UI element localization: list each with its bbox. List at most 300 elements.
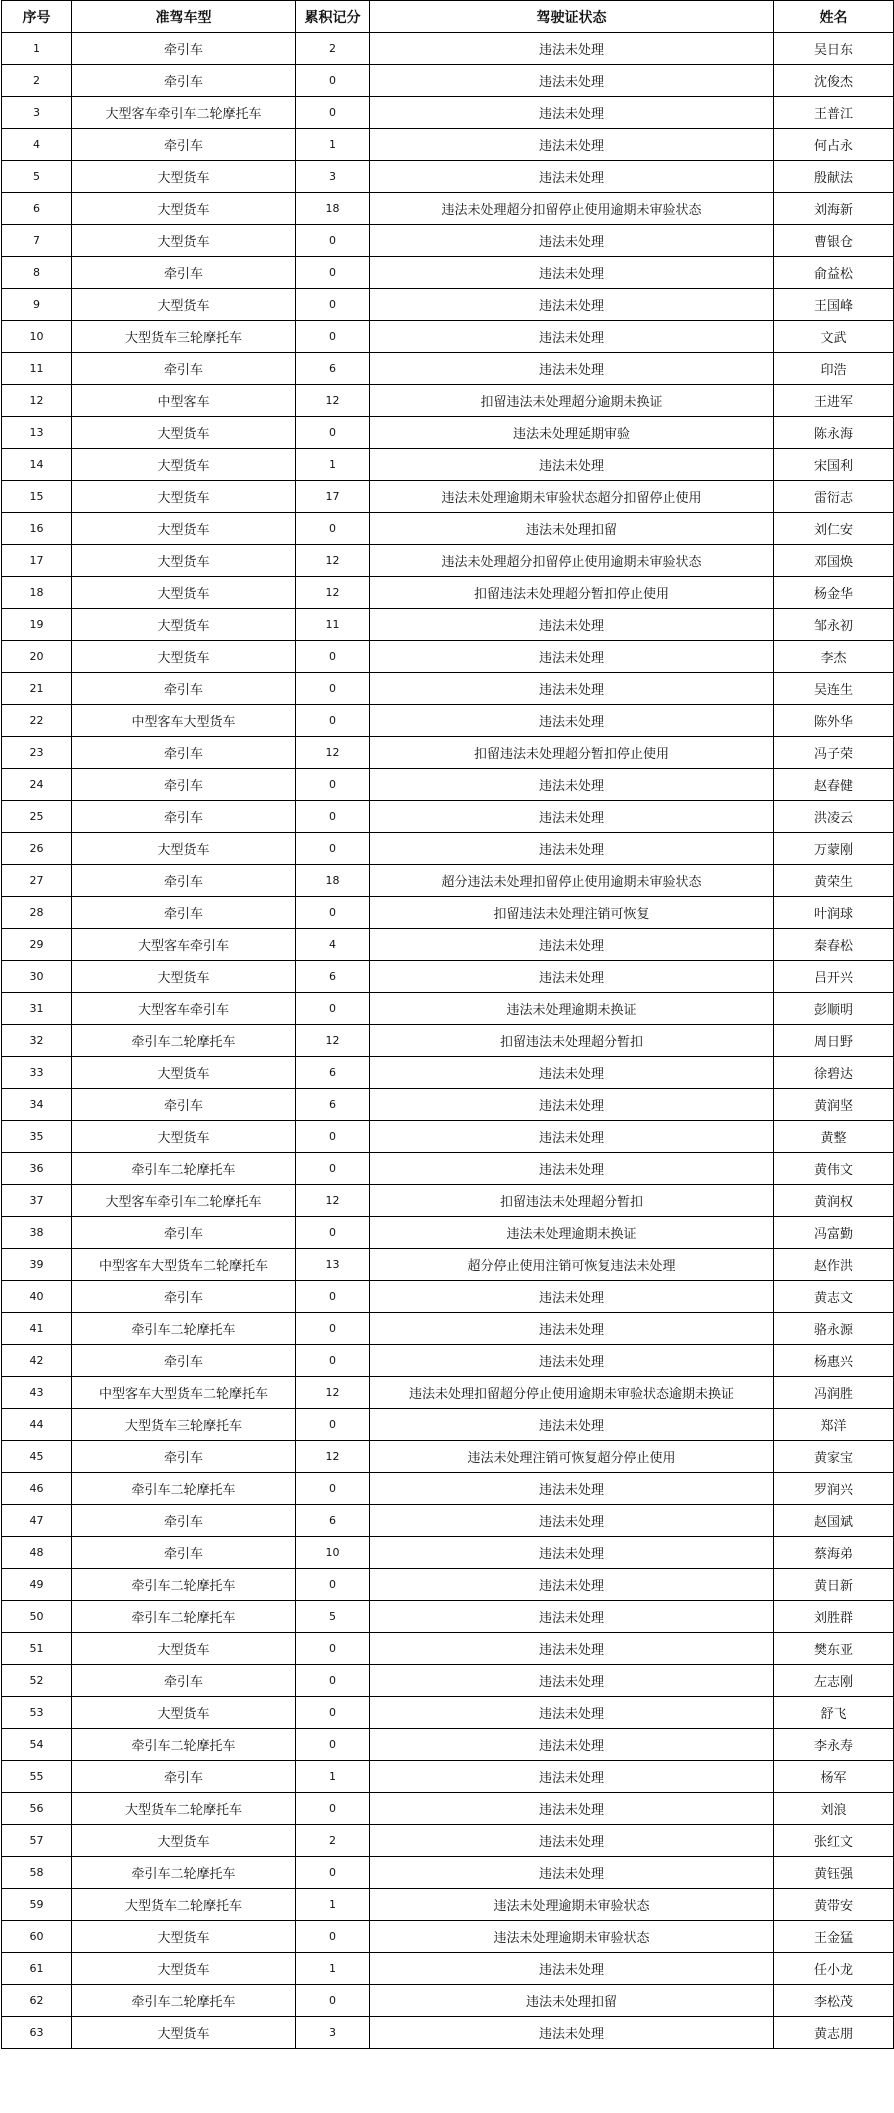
table-row [2,161,894,193]
cell-index: 36 [2,1153,72,1185]
cell-name: 何占永 [774,129,894,161]
cell-points: 0 [296,1633,370,1665]
cell-license-status: 超分违法未处理扣留停止使用逾期未审验状态 [370,865,774,897]
cell-license-status: 违法未处理 [370,609,774,641]
cell-points: 6 [296,961,370,993]
cell-name: 赵春健 [774,769,894,801]
table-row [2,1697,894,1729]
cell-name: 宋国利 [774,449,894,481]
cell-index: 25 [2,801,72,833]
cell-points: 0 [296,1473,370,1505]
cell-vehicle-type: 大型客车牵引车二轮摩托车 [72,1185,296,1217]
table-row [2,1857,894,1889]
cell-name: 刘胜群 [774,1601,894,1633]
cell-vehicle-type: 牵引车二轮摩托车 [72,1473,296,1505]
cell-license-status: 违法未处理逾期未审验状态超分扣留停止使用 [370,481,774,513]
cell-vehicle-type: 牵引车 [72,737,296,769]
cell-license-status: 扣留违法未处理超分暂扣 [370,1185,774,1217]
cell-license-status: 违法未处理延期审验 [370,417,774,449]
cell-vehicle-type: 中型客车 [72,385,296,417]
cell-index: 39 [2,1249,72,1281]
table-row [2,1793,894,1825]
cell-name: 曹银仓 [774,225,894,257]
cell-name: 任小龙 [774,1953,894,1985]
cell-index: 27 [2,865,72,897]
cell-index: 56 [2,1793,72,1825]
table-row [2,449,894,481]
cell-name: 樊东亚 [774,1633,894,1665]
cell-name: 徐碧达 [774,1057,894,1089]
cell-vehicle-type: 大型货车 [72,417,296,449]
cell-license-status: 违法未处理 [370,225,774,257]
cell-points: 12 [296,545,370,577]
cell-index: 63 [2,2017,72,2049]
cell-points: 5 [296,1601,370,1633]
cell-index: 54 [2,1729,72,1761]
cell-points: 0 [296,513,370,545]
table-row [2,1441,894,1473]
cell-index: 13 [2,417,72,449]
cell-license-status: 违法未处理 [370,1313,774,1345]
table-row [2,1953,894,1985]
cell-index: 52 [2,1665,72,1697]
table-row [2,1345,894,1377]
table-row [2,1729,894,1761]
cell-license-status: 违法未处理 [370,1601,774,1633]
cell-points: 0 [296,705,370,737]
cell-vehicle-type: 牵引车 [72,673,296,705]
table-row [2,1185,894,1217]
cell-name: 张红文 [774,1825,894,1857]
cell-index: 60 [2,1921,72,1953]
cell-license-status: 违法未处理超分扣留停止使用逾期未审验状态 [370,545,774,577]
table-row [2,801,894,833]
cell-name: 黄带安 [774,1889,894,1921]
cell-name: 王进军 [774,385,894,417]
cell-vehicle-type: 牵引车 [72,865,296,897]
cell-index: 61 [2,1953,72,1985]
cell-points: 2 [296,33,370,65]
table-row [2,1217,894,1249]
cell-points: 0 [296,993,370,1025]
cell-license-status: 违法未处理 [370,1953,774,1985]
cell-license-status: 扣留违法未处理注销可恢复 [370,897,774,929]
cell-license-status: 违法未处理 [370,1697,774,1729]
table-row [2,129,894,161]
cell-license-status: 违法未处理逾期未审验状态 [370,1889,774,1921]
cell-license-status: 违法未处理扣留超分停止使用逾期未审验状态逾期未换证 [370,1377,774,1409]
cell-index: 4 [2,129,72,161]
table-row [2,897,894,929]
cell-license-status: 违法未处理 [370,1761,774,1793]
cell-license-status: 违法未处理 [370,1633,774,1665]
table-row [2,1505,894,1537]
header-name: 姓名 [774,1,894,33]
cell-points: 0 [296,673,370,705]
cell-name: 李永寿 [774,1729,894,1761]
cell-name: 文武 [774,321,894,353]
cell-vehicle-type: 牵引车二轮摩托车 [72,1601,296,1633]
cell-vehicle-type: 牵引车二轮摩托车 [72,1569,296,1601]
cell-index: 34 [2,1089,72,1121]
cell-points: 13 [296,1249,370,1281]
cell-license-status: 违法未处理 [370,1665,774,1697]
cell-index: 15 [2,481,72,513]
cell-index: 41 [2,1313,72,1345]
cell-license-status: 违法未处理 [370,1825,774,1857]
cell-index: 21 [2,673,72,705]
cell-vehicle-type: 大型货车 [72,2017,296,2049]
cell-name: 黄润权 [774,1185,894,1217]
cell-index: 48 [2,1537,72,1569]
table-row [2,1889,894,1921]
cell-license-status: 违法未处理 [370,641,774,673]
cell-vehicle-type: 牵引车 [72,769,296,801]
cell-license-status: 违法未处理 [370,833,774,865]
table-row [2,257,894,289]
cell-index: 23 [2,737,72,769]
cell-license-status: 违法未处理 [370,65,774,97]
cell-vehicle-type: 大型货车 [72,225,296,257]
cell-name: 王金猛 [774,1921,894,1953]
cell-license-status: 违法未处理 [370,257,774,289]
cell-vehicle-type: 牵引车 [72,801,296,833]
cell-vehicle-type: 牵引车 [72,1217,296,1249]
cell-name: 陈外华 [774,705,894,737]
cell-vehicle-type: 大型货车 [72,449,296,481]
cell-name: 沈俊杰 [774,65,894,97]
table-row [2,1921,894,1953]
cell-name: 黄伟文 [774,1153,894,1185]
header-row [2,1,894,33]
table-row [2,193,894,225]
cell-name: 陈永海 [774,417,894,449]
cell-name: 邓国焕 [774,545,894,577]
cell-index: 58 [2,1857,72,1889]
cell-license-status: 违法未处理 [370,1569,774,1601]
cell-vehicle-type: 大型货车 [72,609,296,641]
cell-index: 1 [2,33,72,65]
cell-index: 28 [2,897,72,929]
table-row [2,1153,894,1185]
cell-license-status: 违法未处理逾期未审验状态 [370,1921,774,1953]
cell-name: 冯润胜 [774,1377,894,1409]
cell-points: 0 [296,1281,370,1313]
cell-name: 杨军 [774,1761,894,1793]
table-row [2,577,894,609]
table-row [2,1633,894,1665]
cell-points: 3 [296,2017,370,2049]
cell-index: 6 [2,193,72,225]
cell-index: 26 [2,833,72,865]
table-row [2,1473,894,1505]
cell-vehicle-type: 牵引车 [72,1537,296,1569]
cell-index: 18 [2,577,72,609]
cell-license-status: 违法未处理 [370,321,774,353]
cell-points: 0 [296,801,370,833]
cell-points: 12 [296,737,370,769]
table-row [2,33,894,65]
cell-vehicle-type: 大型货车 [72,161,296,193]
cell-vehicle-type: 大型货车 [72,1921,296,1953]
cell-points: 6 [296,1505,370,1537]
cell-index: 44 [2,1409,72,1441]
cell-points: 0 [296,225,370,257]
cell-license-status: 违法未处理逾期未换证 [370,1217,774,1249]
cell-vehicle-type: 牵引车二轮摩托车 [72,1857,296,1889]
cell-points: 6 [296,1089,370,1121]
table-row [2,1025,894,1057]
cell-points: 1 [296,449,370,481]
cell-name: 叶润球 [774,897,894,929]
table-row [2,1665,894,1697]
cell-index: 57 [2,1825,72,1857]
cell-name: 李松茂 [774,1985,894,2017]
table-row [2,353,894,385]
cell-points: 1 [296,129,370,161]
cell-license-status: 违法未处理 [370,673,774,705]
cell-license-status: 违法未处理 [370,1409,774,1441]
cell-points: 0 [296,321,370,353]
cell-name: 黄荣生 [774,865,894,897]
cell-index: 30 [2,961,72,993]
cell-license-status: 违法未处理 [370,289,774,321]
cell-points: 0 [296,1345,370,1377]
cell-points: 4 [296,929,370,961]
cell-vehicle-type: 大型货车 [72,513,296,545]
cell-index: 53 [2,1697,72,1729]
table-row [2,97,894,129]
cell-license-status: 违法未处理注销可恢复超分停止使用 [370,1441,774,1473]
cell-name: 黄日新 [774,1569,894,1601]
cell-index: 35 [2,1121,72,1153]
cell-index: 49 [2,1569,72,1601]
cell-name: 赵国斌 [774,1505,894,1537]
table-row [2,321,894,353]
cell-name: 刘浪 [774,1793,894,1825]
cell-vehicle-type: 大型客车牵引车 [72,929,296,961]
cell-vehicle-type: 大型货车 [72,545,296,577]
cell-license-status: 违法未处理 [370,1505,774,1537]
cell-vehicle-type: 牵引车 [72,1089,296,1121]
cell-name: 赵作洪 [774,1249,894,1281]
header-index: 序号 [2,1,72,33]
cell-points: 18 [296,865,370,897]
cell-vehicle-type: 大型货车 [72,1121,296,1153]
cell-name: 王国峰 [774,289,894,321]
cell-index: 19 [2,609,72,641]
cell-name: 吕开兴 [774,961,894,993]
cell-points: 12 [296,1377,370,1409]
cell-index: 46 [2,1473,72,1505]
cell-name: 蔡海弟 [774,1537,894,1569]
cell-index: 14 [2,449,72,481]
cell-index: 20 [2,641,72,673]
cell-license-status: 违法未处理 [370,705,774,737]
table-row [2,225,894,257]
cell-license-status: 违法未处理扣留 [370,513,774,545]
table-row [2,1089,894,1121]
cell-name: 黄润坚 [774,1089,894,1121]
cell-name: 杨惠兴 [774,1345,894,1377]
cell-points: 0 [296,289,370,321]
cell-vehicle-type: 牵引车二轮摩托车 [72,1025,296,1057]
cell-points: 0 [296,1793,370,1825]
table-row [2,993,894,1025]
cell-name: 骆永源 [774,1313,894,1345]
cell-index: 42 [2,1345,72,1377]
cell-vehicle-type: 大型货车 [72,289,296,321]
table-row [2,961,894,993]
cell-index: 12 [2,385,72,417]
cell-vehicle-type: 大型货车 [72,481,296,513]
cell-index: 31 [2,993,72,1025]
cell-index: 62 [2,1985,72,2017]
cell-index: 37 [2,1185,72,1217]
cell-license-status: 违法未处理扣留 [370,1985,774,2017]
table-row [2,1761,894,1793]
table-row [2,1281,894,1313]
cell-name: 印浩 [774,353,894,385]
cell-index: 17 [2,545,72,577]
cell-license-status: 扣留违法未处理超分暂扣停止使用 [370,737,774,769]
table-row [2,65,894,97]
cell-vehicle-type: 大型客车牵引车二轮摩托车 [72,97,296,129]
table-row [2,673,894,705]
cell-vehicle-type: 大型货车二轮摩托车 [72,1793,296,1825]
cell-index: 5 [2,161,72,193]
cell-points: 6 [296,1057,370,1089]
cell-index: 32 [2,1025,72,1057]
cell-index: 50 [2,1601,72,1633]
cell-vehicle-type: 大型货车 [72,833,296,865]
cell-points: 18 [296,193,370,225]
cell-index: 16 [2,513,72,545]
table-row [2,769,894,801]
cell-points: 0 [296,1985,370,2017]
cell-license-status: 扣留违法未处理超分暂扣 [370,1025,774,1057]
table-row [2,929,894,961]
cell-points: 0 [296,97,370,129]
cell-vehicle-type: 牵引车 [72,897,296,929]
cell-name: 冯富勤 [774,1217,894,1249]
cell-name: 黄志文 [774,1281,894,1313]
cell-name: 殷献法 [774,161,894,193]
cell-name: 刘仁安 [774,513,894,545]
table-row [2,417,894,449]
cell-vehicle-type: 牵引车 [72,33,296,65]
cell-points: 0 [296,897,370,929]
cell-license-status: 违法未处理超分扣留停止使用逾期未审验状态 [370,193,774,225]
cell-points: 0 [296,769,370,801]
cell-index: 24 [2,769,72,801]
cell-name: 杨金华 [774,577,894,609]
cell-points: 0 [296,1665,370,1697]
cell-name: 彭顺明 [774,993,894,1025]
cell-name: 王普江 [774,97,894,129]
cell-license-status: 违法未处理 [370,961,774,993]
cell-license-status: 违法未处理 [370,97,774,129]
cell-name: 俞益松 [774,257,894,289]
cell-points: 0 [296,1729,370,1761]
cell-license-status: 违法未处理 [370,801,774,833]
cell-points: 0 [296,1313,370,1345]
cell-name: 黄志朋 [774,2017,894,2049]
table-row [2,1985,894,2017]
table-row [2,1249,894,1281]
cell-points: 0 [296,641,370,673]
cell-license-status: 违法未处理 [370,1729,774,1761]
cell-license-status: 扣留违法未处理超分逾期未换证 [370,385,774,417]
cell-license-status: 违法未处理 [370,1345,774,1377]
cell-points: 6 [296,353,370,385]
cell-license-status: 违法未处理 [370,129,774,161]
cell-license-status: 违法未处理 [370,161,774,193]
table-row [2,513,894,545]
cell-vehicle-type: 中型客车大型货车二轮摩托车 [72,1377,296,1409]
cell-license-status: 违法未处理 [370,1857,774,1889]
cell-points: 17 [296,481,370,513]
cell-name: 黄钰强 [774,1857,894,1889]
cell-index: 47 [2,1505,72,1537]
table-row [2,545,894,577]
cell-vehicle-type: 大型货车 [72,1825,296,1857]
cell-license-status: 违法未处理 [370,2017,774,2049]
cell-vehicle-type: 牵引车 [72,1505,296,1537]
cell-vehicle-type: 牵引车 [72,1761,296,1793]
cell-points: 0 [296,257,370,289]
cell-vehicle-type: 中型客车大型货车二轮摩托车 [72,1249,296,1281]
cell-name: 雷衍志 [774,481,894,513]
cell-license-status: 违法未处理 [370,1153,774,1185]
cell-license-status: 违法未处理 [370,1473,774,1505]
cell-name: 周日野 [774,1025,894,1057]
cell-index: 9 [2,289,72,321]
cell-points: 12 [296,1185,370,1217]
cell-points: 10 [296,1537,370,1569]
cell-vehicle-type: 牵引车 [72,1665,296,1697]
cell-points: 0 [296,1921,370,1953]
cell-vehicle-type: 大型货车三轮摩托车 [72,321,296,353]
table-row [2,865,894,897]
cell-vehicle-type: 大型货车 [72,193,296,225]
cell-points: 0 [296,1697,370,1729]
header-vehicle-type: 准驾车型 [72,1,296,33]
cell-name: 邹永初 [774,609,894,641]
cell-vehicle-type: 牵引车二轮摩托车 [72,1153,296,1185]
cell-license-status: 违法未处理逾期未换证 [370,993,774,1025]
cell-points: 12 [296,385,370,417]
cell-license-status: 违法未处理 [370,353,774,385]
table-row [2,1825,894,1857]
cell-name: 吴日东 [774,33,894,65]
cell-points: 1 [296,1761,370,1793]
table-row [2,1569,894,1601]
cell-points: 0 [296,1857,370,1889]
cell-points: 12 [296,577,370,609]
cell-vehicle-type: 牵引车 [72,257,296,289]
cell-license-status: 违法未处理 [370,1057,774,1089]
cell-index: 3 [2,97,72,129]
cell-points: 0 [296,1217,370,1249]
cell-vehicle-type: 牵引车 [72,1441,296,1473]
cell-license-status: 违法未处理 [370,1089,774,1121]
table-row [2,737,894,769]
cell-vehicle-type: 大型货车 [72,961,296,993]
cell-points: 0 [296,417,370,449]
cell-vehicle-type: 大型货车 [72,1697,296,1729]
cell-name: 郑洋 [774,1409,894,1441]
